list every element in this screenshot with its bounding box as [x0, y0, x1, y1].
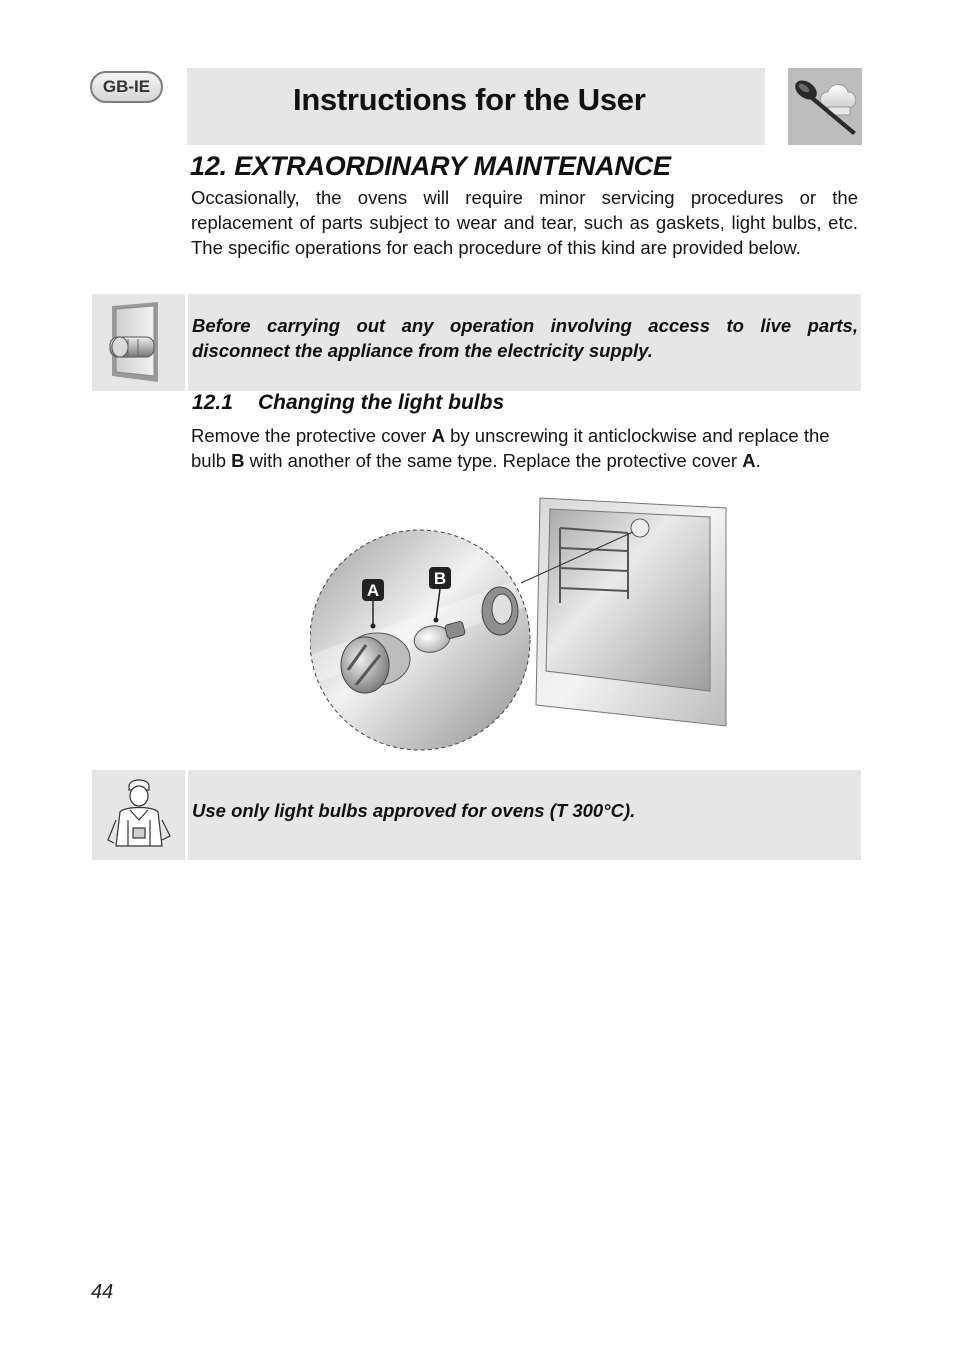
section-heading: 12. EXTRAORDINARY MAINTENANCE	[190, 151, 671, 181]
language-badge: GB-IE	[90, 71, 163, 103]
subsection-number: 12.1	[192, 391, 233, 414]
warning-text: Before carrying out any operation involving access to live parts, disconnect the appliance from the electricity supply.	[192, 315, 858, 361]
intro-paragraph: Occasionally, the ovens will require minor servicing procedures or the replacement of parts subject to wear and tear, such as gaskets, light bulbs, etc. The specific operations for each procedure of this kind are provided below.	[191, 187, 858, 258]
instruction-bold-a: A	[742, 450, 756, 471]
note-icon-box	[92, 770, 185, 860]
figure-label-b: B	[433, 569, 447, 588]
technician-icon	[92, 770, 185, 860]
instruction-text: with another of the same type. Replace the protective cover	[244, 450, 743, 471]
instruction-paragraph	[191, 423, 858, 473]
instruction-bold-b: B	[231, 450, 245, 471]
instruction-bold-a: A	[431, 425, 445, 446]
warning-icon-box	[92, 294, 185, 391]
note-text: Use only light bulbs approved for ovens (T 300°C).	[192, 800, 636, 821]
electrical-switch-icon	[92, 294, 185, 391]
instruction-text: by unscrewing it anticlockwise and replace the bulb	[191, 425, 830, 471]
light-bulb-figure	[310, 495, 735, 755]
instruction-text: Remove the protective cover	[191, 425, 432, 446]
chef-spoon-icon	[788, 68, 862, 145]
page-number: 44	[91, 1281, 114, 1303]
page-title: Instructions for the User	[293, 82, 646, 117]
subsection-title: Changing the light bulbs	[258, 391, 505, 414]
figure-label-a: A	[366, 581, 380, 600]
instruction-text: .	[755, 450, 761, 471]
subsection-heading	[192, 391, 504, 415]
